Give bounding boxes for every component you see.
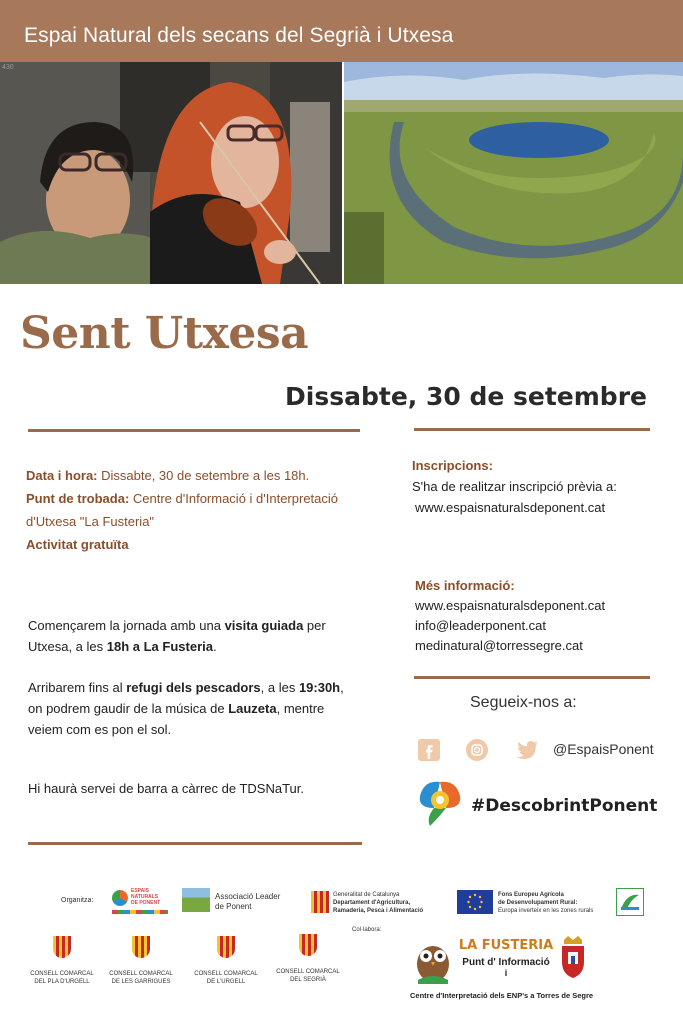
instagram-icon[interactable] bbox=[466, 739, 488, 761]
social-handle[interactable]: @EspaisPonent bbox=[553, 741, 654, 757]
twitter-icon[interactable] bbox=[516, 740, 540, 760]
eu-flag-icon bbox=[457, 890, 493, 914]
council-line-1: CONSELL COMARCAL bbox=[30, 971, 94, 977]
event-date: Dissabte, 30 de setembre bbox=[285, 382, 647, 411]
fusteria-logo bbox=[456, 938, 556, 978]
desc-text: , mentre bbox=[276, 701, 325, 716]
registration-text: S'ha de realitzar inscripció prèvia a: bbox=[412, 479, 617, 494]
council-segria-logo bbox=[268, 934, 348, 990]
lake-aerial-photo bbox=[344, 62, 683, 284]
facebook-icon[interactable] bbox=[418, 739, 440, 761]
event-details bbox=[26, 464, 366, 556]
datetime-value: Dissabte, 30 de setembre a les 18h. bbox=[97, 468, 310, 483]
generalitat-logo-text bbox=[333, 891, 423, 915]
datetime-label: Data i hora: bbox=[26, 468, 98, 483]
shield-icon bbox=[53, 936, 71, 958]
council-text bbox=[186, 970, 266, 986]
more-info-email-leader[interactable]: info@leaderponent.cat bbox=[415, 618, 547, 633]
musicians-photo bbox=[0, 62, 342, 284]
fusteria-subtitle: Punt d' Informació bbox=[462, 957, 550, 968]
council-garrigues-logo bbox=[101, 936, 181, 992]
naturals-word: NATURALS bbox=[131, 894, 159, 900]
council-text bbox=[22, 970, 102, 986]
desc-bold: Lauzeta bbox=[228, 701, 277, 716]
description-p1 bbox=[28, 615, 368, 657]
council-line-1: CONSELL COMARCAL bbox=[276, 969, 340, 975]
council-line-2: DE LES GARRIGUES bbox=[111, 979, 171, 985]
council-urgell-logo bbox=[186, 936, 266, 992]
collabora-label: Col·labora: bbox=[352, 927, 382, 933]
header-bar bbox=[0, 0, 683, 62]
fusteria-and: i bbox=[504, 968, 508, 978]
more-info-label: Més informació: bbox=[415, 578, 515, 593]
feader-line-1: Fons Europeu Agrícola bbox=[498, 892, 564, 898]
divider-left-top bbox=[28, 429, 360, 432]
registration-link[interactable]: www.espaisnaturalsdeponent.cat bbox=[415, 500, 606, 515]
desc-text: Començarem la jornada amb una bbox=[28, 618, 225, 633]
de-ponent-word: DE PONENT bbox=[131, 900, 161, 906]
registration-label: Inscripcions: bbox=[412, 458, 493, 473]
free-activity: Activitat gratuïta bbox=[26, 537, 129, 552]
descobrint-logo-icon bbox=[416, 778, 464, 826]
council-line-2: DEL SEGRIÀ bbox=[290, 977, 326, 983]
event-title: Sent Utxesa bbox=[20, 308, 309, 359]
council-text bbox=[268, 968, 348, 984]
fusteria-title: LA FUSTERIA bbox=[458, 938, 554, 953]
owl-mascot-icon bbox=[412, 936, 454, 984]
more-info-link-web[interactable]: www.espaisnaturalsdeponent.cat bbox=[415, 598, 606, 613]
feader-logo-text bbox=[498, 891, 593, 915]
organitza-label: Organitza: bbox=[61, 897, 94, 904]
shield-icon bbox=[132, 936, 150, 958]
meeting-label: Punt de trobada: bbox=[26, 491, 130, 506]
description bbox=[28, 615, 368, 799]
meeting-value-2: d'Utxesa "La Fusteria" bbox=[26, 514, 155, 529]
generalitat-line-1: Generalitat de Catalunya bbox=[333, 892, 400, 898]
desc-bold: 18h a La Fusteria bbox=[106, 639, 213, 654]
header-title: Espai Natural dels secans del Segrià i Utxesa bbox=[24, 24, 454, 47]
leader-logo-text bbox=[215, 892, 280, 912]
photo-corner-number: 430 bbox=[2, 64, 14, 71]
council-text bbox=[101, 970, 181, 986]
generalitat-line-3: Ramaderia, Pesca i Alimentació bbox=[333, 908, 424, 914]
generalitat-line-2: Departament d'Agricultura, bbox=[333, 900, 411, 906]
generalitat-logo-icon bbox=[311, 891, 329, 913]
follow-label: Segueix-nos a: bbox=[470, 694, 577, 711]
desc-text: , bbox=[340, 680, 344, 695]
datetime-line bbox=[26, 464, 366, 487]
more-info-block bbox=[415, 576, 675, 656]
divider-right-top bbox=[414, 428, 650, 431]
torres-segre-shield-icon bbox=[556, 936, 590, 980]
more-info-email-medinatural[interactable]: medinatural@torressegre.cat bbox=[415, 638, 583, 653]
desc-bold: 19:30h bbox=[298, 680, 341, 695]
registration-block bbox=[412, 454, 672, 519]
desc-text: Arribarem fins al bbox=[28, 680, 127, 695]
feader-line-2: de Desenvolupament Rural: bbox=[498, 900, 578, 906]
meeting-value: Centre d'Informació i d'Interpretació bbox=[129, 491, 339, 506]
hashtag[interactable]: #DescobrintPonent bbox=[471, 796, 658, 816]
leader-eu-logo-icon bbox=[616, 888, 644, 916]
council-line-1: CONSELL COMARCAL bbox=[109, 971, 173, 977]
desc-text: Utxesa, a les bbox=[28, 639, 107, 654]
feader-line-3: Europa inverteix en les zones rurals bbox=[498, 908, 594, 914]
leader-line-1: Associació Leader bbox=[215, 892, 281, 901]
desc-bold: refugi dels pescadors bbox=[126, 680, 261, 695]
leader-line-2: de Ponent bbox=[215, 902, 252, 911]
espais-naturals-logo bbox=[112, 888, 170, 916]
desc-text: on podrem gaudir de la música de bbox=[28, 701, 229, 716]
shield-icon bbox=[299, 934, 317, 956]
espais-naturals-icon bbox=[112, 890, 128, 906]
divider-left-bottom bbox=[28, 842, 362, 845]
council-line-2: DEL PLA D'URGELL bbox=[34, 979, 90, 985]
desc-bold: visita guiada bbox=[224, 618, 304, 633]
council-line-2: DE L'URGELL bbox=[206, 979, 246, 985]
desc-text: veiem com es pon el sol. bbox=[28, 722, 172, 737]
desc-text: , a les bbox=[260, 680, 299, 695]
divider-right-middle bbox=[414, 676, 650, 679]
description-p3: Hi haurà servei de barra a càrrec de TDSNaTur. bbox=[28, 781, 305, 796]
fusteria-centre-text: Centre d'Interpretació dels ENP's a Torres de Segre bbox=[410, 991, 594, 1000]
espais-color-strip bbox=[112, 910, 168, 914]
espais-word: ESPAIS bbox=[131, 888, 149, 894]
desc-text: per bbox=[303, 618, 326, 633]
espais-naturals-text bbox=[131, 888, 160, 906]
meeting-line bbox=[26, 487, 366, 510]
council-line-1: CONSELL COMARCAL bbox=[194, 971, 258, 977]
council-pla-urgell-logo bbox=[22, 936, 102, 992]
shield-icon bbox=[217, 936, 235, 958]
leader-logo-icon bbox=[182, 888, 210, 912]
description-p2 bbox=[28, 677, 368, 740]
desc-text: . bbox=[212, 639, 217, 654]
